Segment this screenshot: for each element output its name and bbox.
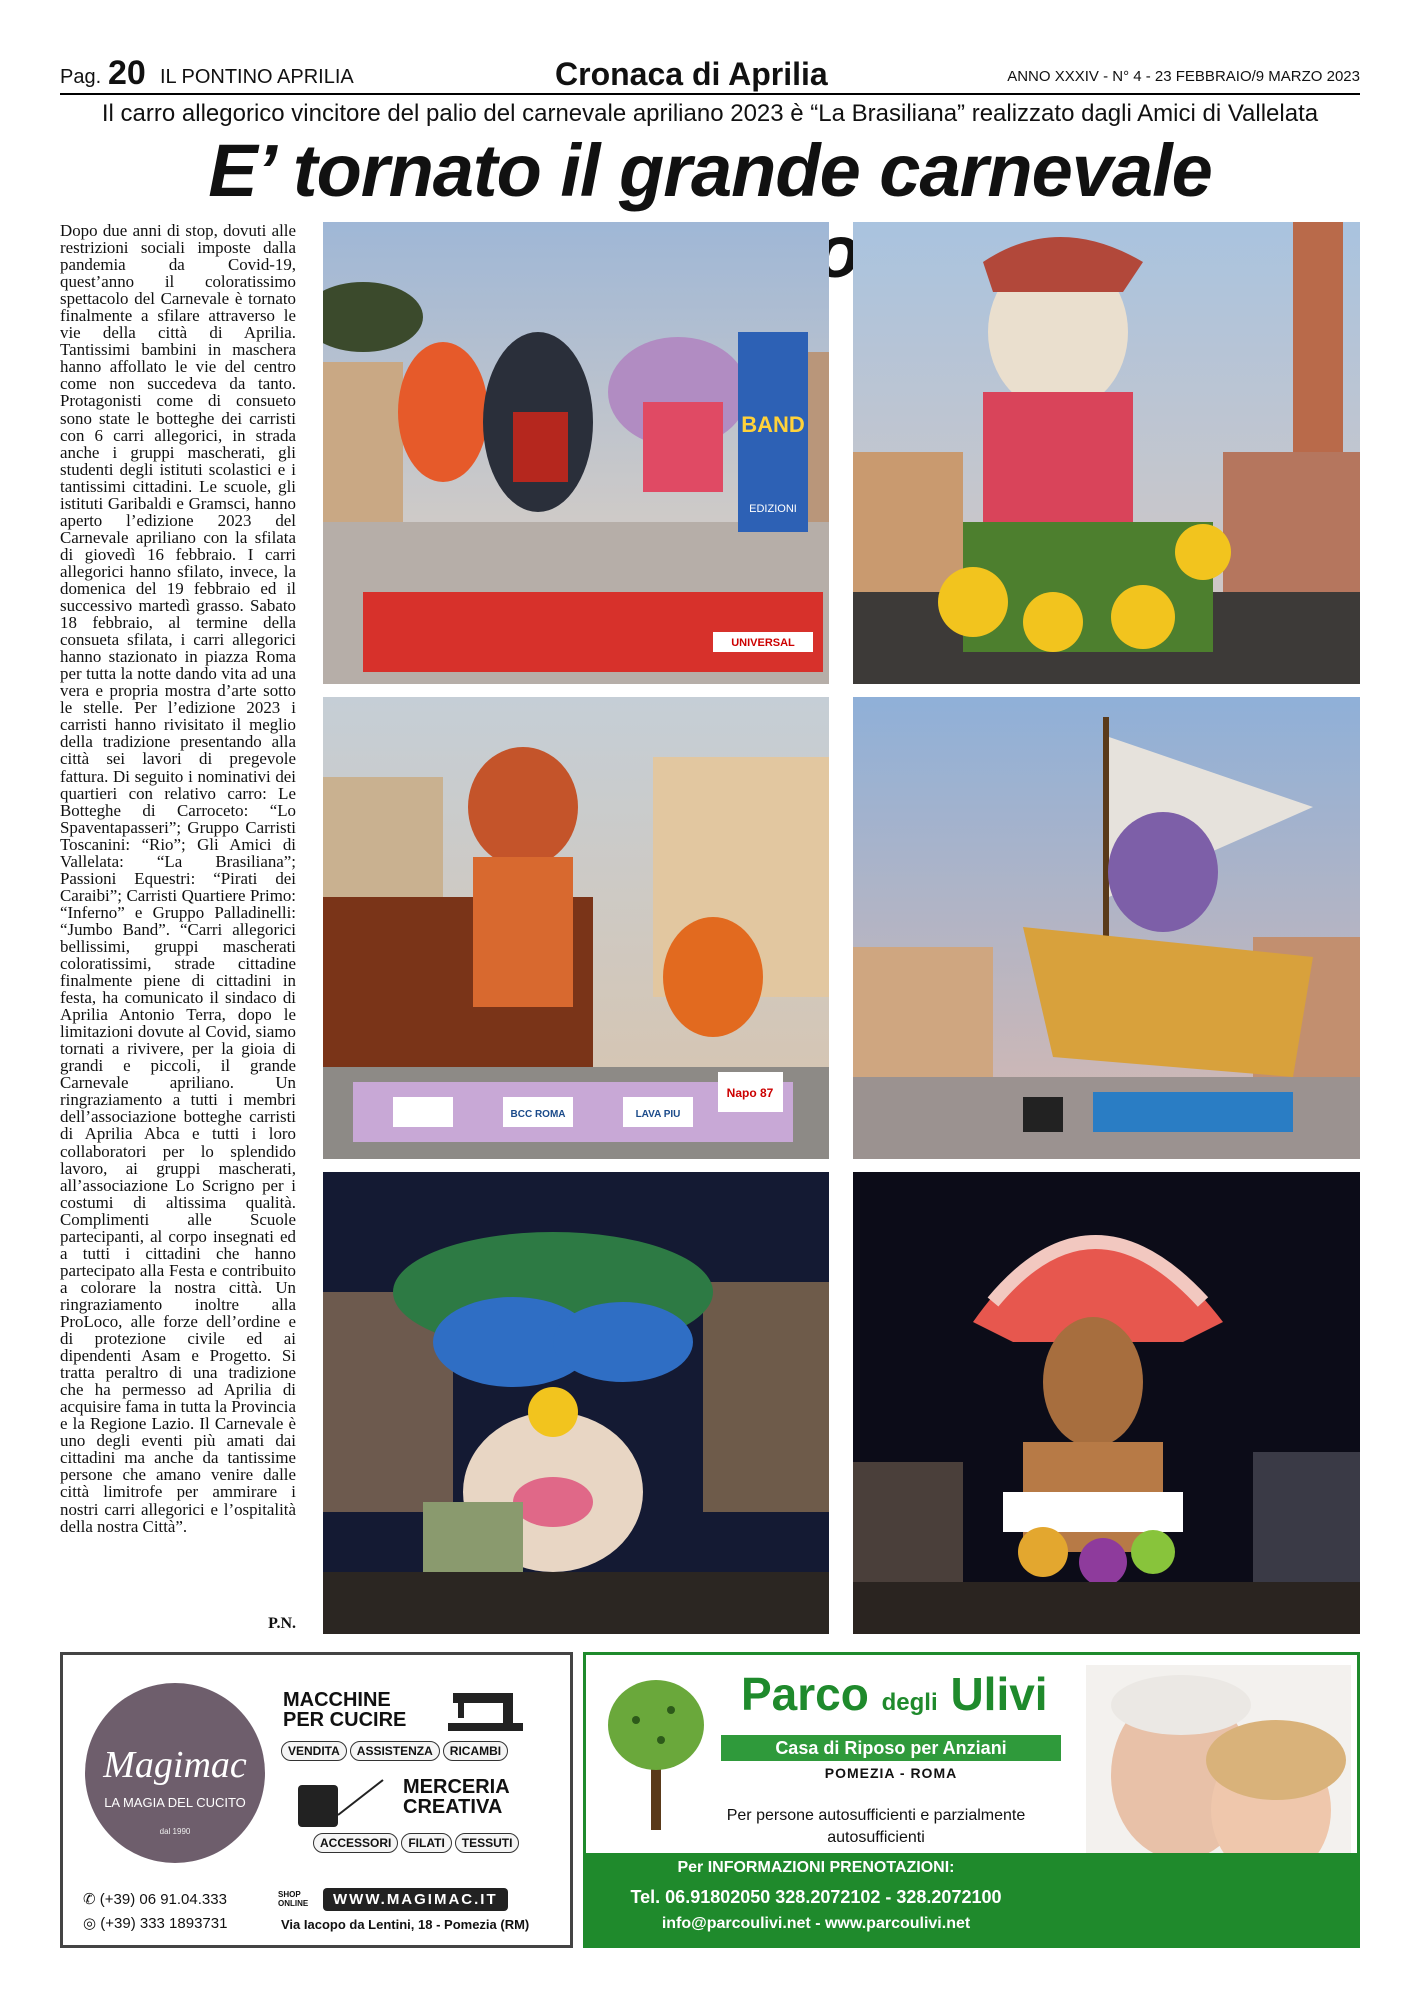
- parco-title-c: Ulivi: [950, 1668, 1048, 1720]
- parco-location: POMEZIA - ROMA: [824, 1765, 958, 1781]
- article-body: [60, 222, 296, 1632]
- article-headline: E’ tornato il grande carnevale: [208, 129, 1212, 212]
- machines-heading: MACCHINE PER CUCIRE: [283, 1689, 407, 1731]
- magimac-address: Via Iacopo da Lentini, 18 - Pomezia (RM): [281, 1917, 530, 1932]
- page-number: 20: [108, 54, 146, 92]
- sewing-machine-icon: [448, 1683, 528, 1733]
- magimac-website[interactable]: WWW.MAGIMAC.IT: [323, 1888, 508, 1911]
- magimac-since: dal 1990: [159, 1827, 191, 1836]
- band-sign: BAND: [741, 412, 805, 437]
- publication-name: IL PONTINO APRILIA: [160, 66, 354, 88]
- products-row: [313, 1833, 522, 1853]
- service-vendita: VENDITA: [281, 1741, 347, 1761]
- photo-rio: [323, 1172, 829, 1634]
- magimac-logo-text: Magimac: [103, 1744, 247, 1786]
- section-title: Cronaca di Aprilia: [555, 56, 828, 92]
- parco-description: Per persone autosufficienti e parzialmente autosufficienti: [726, 1807, 1026, 1846]
- parco-subtitle: Casa di Riposo per Anziani: [721, 1735, 1061, 1761]
- service-assistenza: ASSISTENZA: [350, 1741, 440, 1761]
- parco-title-b: degli: [881, 1689, 938, 1716]
- napo-sign: Napo 87: [726, 1086, 774, 1100]
- bcc-sign: BCC ROMA: [510, 1109, 566, 1120]
- article-text: Dopo due anni di stop, dovuti alle restrizioni sociali imposte dalla pandemia da Covid-19, quest’anno il coloratissimo spettacolo del Carnevale è tornato finalmente a sfilare attraverso le vie della città di Aprilia. Tantissimi bambini in maschera hanno affollato le vie del centro come non succedeva da tanto. Protagonisti come di consueto sono state le botteghe dei carristi con 6 carri allegorici, in strada anche i gruppi mascherati, gli studenti degli istituti scolastici e i tantissimi cittadini. Le scuole, gli istituti Garibaldi e Gramsci, hanno aperto l’edizione 2023 del Carnevale apriliano con la sfilata di giovedì 16 febbraio. I carri allegorici hanno sfilato, invece, la domenica del 19 febbraio ed il successivo martedì grasso. Sabato 18 febbraio, al termine della consueta sfilata, i carri allegorici hanno stazionato in piazza Roma per tutta la notte dando vita ad una vera e propria mostra d’arte sotto le stelle. Per l’edizione 2023 i carristi hanno rivisitato il meglio della tradizione presentando alla città sei lavori di pregevole fattura. Di seguito i nominativi dei quartieri con relativo carro: Le Botteghe di Carroceto: “Lo Spaventapasseri”; Gruppo Carristi Toscanini: “Rio”; Gli Amici di Vallelata: “La Brasiliana”; Passioni Equestri: “Pirati dei Caraibi”; Carristi Quartiere Primo: “Inferno” e Gruppo Palladinelli: “Jumbo Band”. “Carri allegorici bellissimi, gruppi mascherati coloratissimi, strade cittadine finalmente piene di cittadini in festa, ha comunicato il sindaco di Aprilia Antonio Terra, dopo le limitazioni dovute al Covid, siamo tornati a rivivere, per la gioia di grandi e piccoli, il grande Carnevale apriliano. Un ringraziamento a tutti i membri dell’associazione botteghe carristi di Aprilia Abca e tutti i loro collaboratori per lo splendido lavoro, ai gruppi mascherati, all’associazione Lo Scrigno per i costumi di altissima qualità. Complimenti alle Scuole partecipanti, al corpo insegnati ed a tutti i cittadini che hanno partecipato alla Festa e contribuito a colorare la nostra città. Un ringraziamento inoltre alla ProLoco, alle forze dell’ordine e di protezione civile ed ai dipendenti Asam e Progetto. Si tratta peraltro di una tradizione che ha permesso ad Aprilia di acquisire fama in tutta la Provincia e la Regione Lazio. Il Carnevale è uno degli eventi più amati dai cittadini ma anche da tantissime persone che amano venire dalle città limitrofe per ammirare i nostri carri allegorici e l’ospitalità della nostra Città”.: [60, 222, 296, 1536]
- article-signature: P.N.: [268, 1614, 296, 1632]
- parco-web[interactable]: info@parcoulivi.net - www.parcoulivi.net: [661, 1915, 971, 1932]
- issue-info: ANNO XXXIV - N° 4 - 23 FEBBRAIO/9 MARZO 2023: [1007, 68, 1360, 85]
- phone-icon: ✆: [83, 1891, 96, 1908]
- parco-contact-bar: [586, 1853, 1357, 1945]
- olive-tree-icon: [601, 1670, 711, 1840]
- magimac-phone-2[interactable]: ◎ (+39) 333 1893731: [83, 1915, 228, 1932]
- magimac-tagline: LA MAGIA DEL CUCITO: [104, 1795, 246, 1810]
- header-rule: [60, 93, 1360, 95]
- photo-spaventapasseri: [853, 222, 1360, 684]
- service-ricambi: RICAMBI: [443, 1741, 508, 1761]
- ad-parco-degli-ulivi[interactable]: [583, 1652, 1360, 1948]
- product-accessori: ACCESSORI: [313, 1833, 398, 1853]
- parco-phones[interactable]: Tel. 06.91802050 328.2072102 - 328.2072100: [630, 1887, 1002, 1907]
- universal-sign: UNIVERSAL: [731, 637, 795, 649]
- shop-online-label: SHOP ONLINE: [278, 1890, 309, 1908]
- parco-title-a: Parco: [741, 1668, 869, 1720]
- merceria-heading: MERCERIA CREATIVA: [403, 1776, 509, 1818]
- product-filati: FILATI: [401, 1833, 451, 1853]
- photo-inferno: [323, 697, 829, 1159]
- page-label: Pag.: [60, 66, 102, 88]
- magimac-phone-1[interactable]: ✆ (+39) 06 91.04.333: [83, 1891, 227, 1908]
- parco-info: Per INFORMAZIONI PRENOTAZIONI:: [677, 1859, 955, 1876]
- photo-jumbo-band: [323, 222, 829, 684]
- photo-la-brasiliana: [853, 1172, 1360, 1634]
- photo-pirati-dei-caraibi: [853, 697, 1360, 1159]
- lava-sign: LAVA PIU: [635, 1109, 681, 1120]
- article-kicker: Il carro allegorico vincitore del palio del carnevale apriliano 2023 è “La Brasiliana” realizzato dagli Amici di Vallelata: [101, 100, 1319, 127]
- product-tessuti: TESSUTI: [455, 1833, 520, 1853]
- parco-title: [741, 1667, 1048, 1721]
- whatsapp-icon: ◎: [83, 1915, 97, 1932]
- page-header: [60, 54, 1360, 94]
- ad-magimac[interactable]: [60, 1652, 573, 1948]
- edizioni-sign: EDIZIONI: [749, 503, 797, 515]
- services-row: [281, 1741, 511, 1761]
- thread-spool-icon: [288, 1775, 388, 1835]
